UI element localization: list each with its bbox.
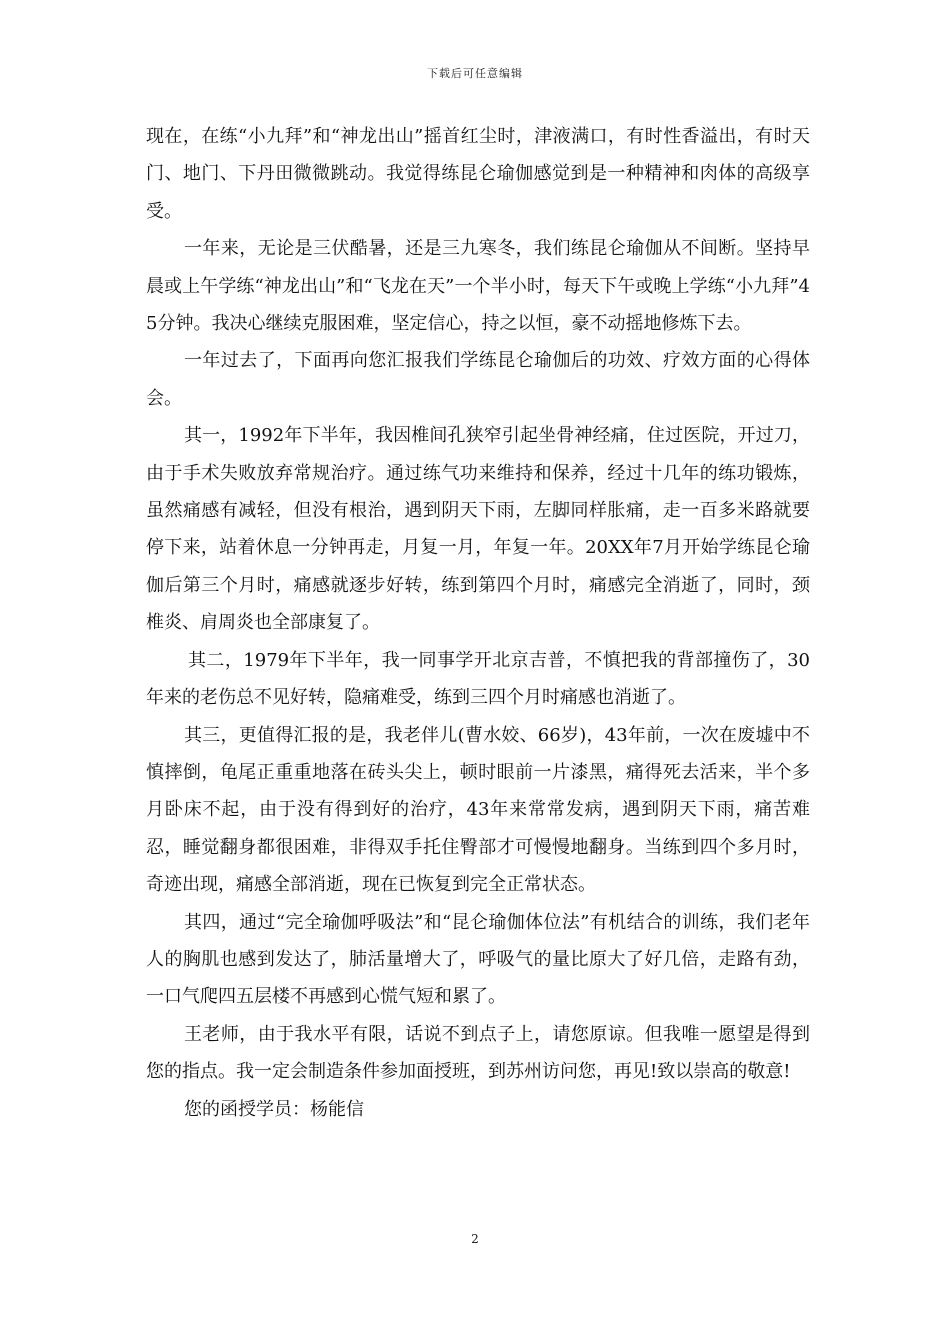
page-header: 下载后可任意编辑: [427, 67, 523, 80]
paragraph-point-one: 其一，1992年下半年，我因椎间孔狭窄引起坐骨神经痛，住过医院，开过刀，由于手术失败放弃常规治疗。通过练气功来维持和保养，经过十几年的练功锻炼，虽然痛感有减轻，但没有根治，遇到阴天下雨，左脚同样胀痛，走一百多米路就要停下来，站着休息一分钟再走，月复一月，年复一年。20XX年7月开始学练昆仑瑜伽后第三个月时，痛感就逐步好转，练到第四个月时，痛感完全消逝了，同时，颈椎炎、肩周炎也全部康复了。: [146, 425, 810, 634]
paragraph-practice-schedule: 一年来，无论是三伏酷暑，还是三九寒冬，我们练昆仑瑜伽从不间断。坚持早晨或上午学练“神龙出山”和“飞龙在天”一个半小时，每天下午或晚上学练“小九拜”45分钟。我决心继续克服困难，坚定信心，持之以恒，豪不动摇地修炼下去。: [146, 238, 810, 335]
paragraph-closing: 王老师，由于我水平有限，话说不到点子上，请您原谅。但我唯一愿望是得到您的指点。我一定会制造条件参加面授班，到苏州访问您，再见!致以崇高的敬意!: [146, 1023, 810, 1083]
signature-line: 您的函授学员：杨能信: [184, 1098, 364, 1120]
paragraph-point-three: 其三，更值得汇报的是，我老伴儿(曹水姣、66岁)，43年前，一次在废墟中不慎摔倒，龟尾正重重地落在砖头尖上，顿时眼前一片漆黑，痛得死去活来，半个多月卧床不起，由于没有得到好的治疗，43年来常常发病，遇到阴天下雨，痛苦难忍，睡觉翻身都很困难，非得双手托住臀部才可慢慢地翻身。当练到四个多月时，奇迹出现，痛感全部消逝，现在已恢复到完全正常状态。: [146, 724, 810, 896]
paragraph-point-two: 其二，1979年下半年，我一同事学开北京吉普，不慎把我的背部撞伤了，30年来的老伤总不见好转，隐痛难受，练到三四个月时痛感也消逝了。: [146, 649, 810, 709]
document-body: [146, 118, 810, 1128]
paragraph-summary-intro: 一年过去了，下面再向您汇报我们学练昆仑瑜伽后的功效、疗效方面的心得体会。: [146, 350, 810, 409]
paragraph-point-four: 其四，通过“完全瑜伽呼吸法”和“昆仑瑜伽体位法”有机结合的训练，我们老年人的胸肌也感到发达了，肺活量增大了，呼吸气的量比原大了好几倍，走路有劲，一口气爬四五层楼不再感到心慌气短和累了。: [146, 911, 810, 1008]
page-number: 2: [471, 1232, 479, 1246]
paragraph-continuation: 现在，在练“小九拜”和“神龙出山”摇首红尘时，津液满口，有时性香溢出，有时天门、地门、下丹田微微跳动。我觉得练昆仑瑜伽感觉到是一种精神和肉体的高级享受。: [146, 126, 810, 222]
